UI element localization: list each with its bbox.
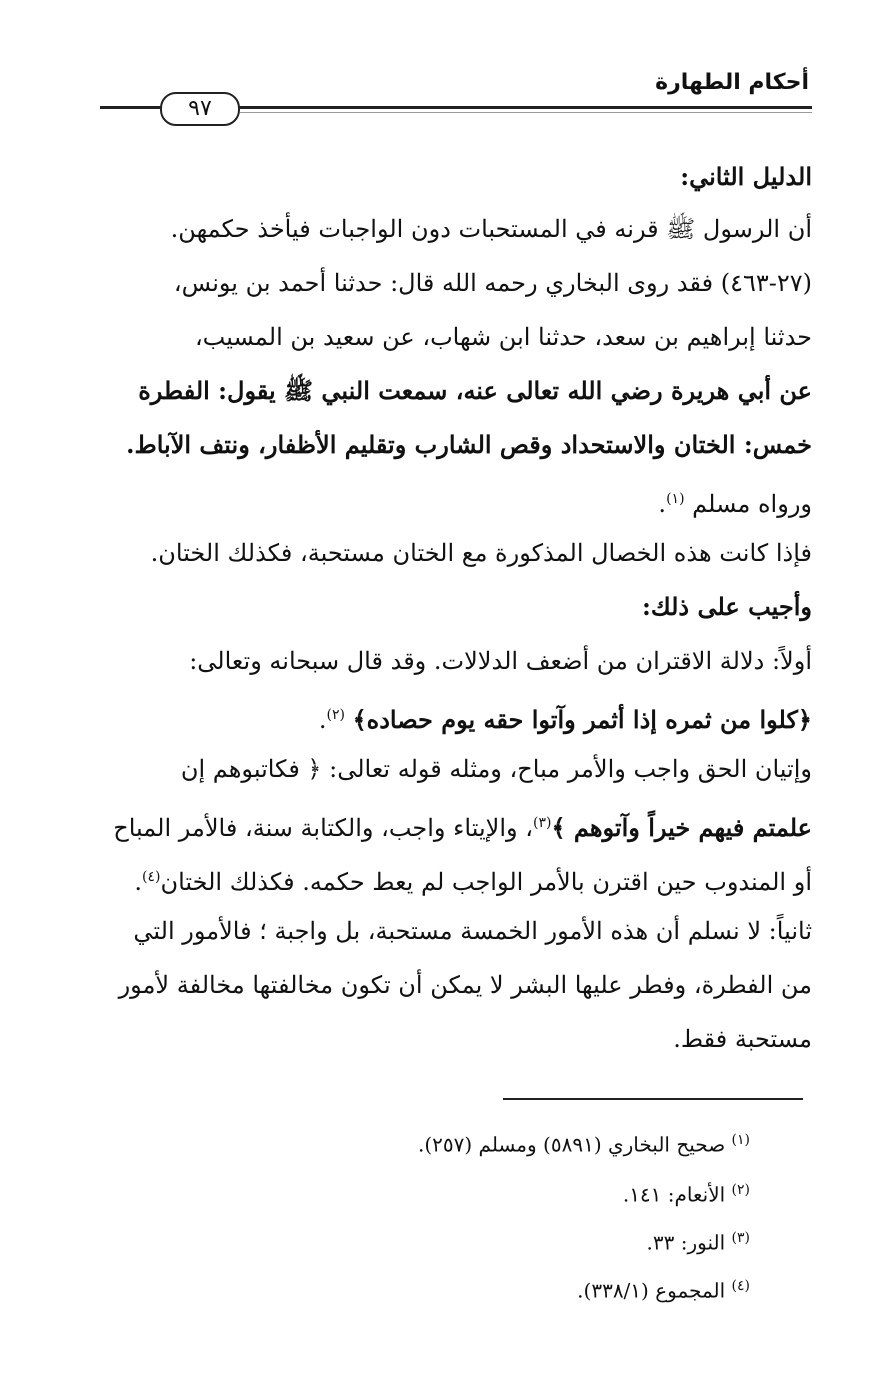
quran-line: ﴿كلوا من ثمره إذا أثمر وآتوا حقه يوم حصاده﴾ $^{(٢)}$. <box>318 705 812 734</box>
footnote-number: (٤) <box>731 1278 750 1294</box>
footnote-ref: (٤) <box>141 869 161 885</box>
footnote-ref: (٢) <box>326 707 345 723</box>
footnote <box>100 1176 750 1209</box>
footnote-ref: (١) <box>666 491 685 507</box>
paragraph-line: من الفطرة، وفطر عليها البشر لا يمكن أن تكون مخالفتها مخالفة لأمور <box>118 971 812 999</box>
footnote-text: صحيح البخاري (٥٨٩١) ومسلم (٢٥٧). <box>417 1132 726 1157</box>
paragraph-line: ثانياً: لا نسلم أن هذه الأمور الخمسة مستحبة، بل واجبة ؛ فالأمور التي <box>133 917 812 945</box>
footnote-text: الأنعام: ١٤١. <box>622 1182 726 1207</box>
paragraph-text: أو المندوب حين اقترن بالأمر الواجب لم يعط حكمه. فكذلك الختان <box>160 868 812 896</box>
paragraph-line: أولاً: دلالة الاقتران من أضعف الدلالات. وقد قال سبحانه وتعالى: <box>189 647 812 675</box>
footnote-number: (٣) <box>731 1230 750 1246</box>
paragraph-line: أن الرسول ﷺ قرنه في المستحبات دون الواجبات فيأخذ حكمهن. <box>170 215 812 243</box>
footnote-text: النور: ٣٣. <box>646 1230 726 1255</box>
paragraph-line: وإتيان الحق واجب والأمر مباح، ومثله قوله تعالى: ﴿ فكاتبوهم إن <box>180 755 812 783</box>
paragraph-line: (٢٧-٤٦٣) فقد روى البخاري رحمه الله قال: حدثنا أحمد بن يونس، <box>173 269 812 297</box>
paragraph-line: مستحبة فقط. <box>673 1025 812 1053</box>
paragraph-line: حدثنا إبراهيم بن سعد، حدثنا ابن شهاب، عن سعيد بن المسيب، <box>194 323 812 351</box>
paragraph-line: أو المندوب حين اقترن بالأمر الواجب لم يعط حكمه. فكذلك الختان$^{(٤)}$. <box>134 868 812 896</box>
section-heading: الدليل الثاني: <box>680 162 812 191</box>
paragraph-line: ورواه مسلم $^{(١)}$. <box>658 490 812 518</box>
paragraph-text: ، والإيتاء واجب، والكتابة سنة، فالأمر المباح <box>113 814 533 842</box>
hadith-line: خمس: الختان والاستحداد وقص الشارب وتقليم الأظفار، ونتف الآباط. <box>126 430 812 459</box>
footnote-number: (١) <box>731 1132 750 1148</box>
footnote <box>100 1224 750 1257</box>
footnote <box>100 1272 750 1305</box>
quran-verse: علمتم فيهم خيراً وآتوهم ﴾ <box>551 813 812 842</box>
paragraph-line <box>100 806 812 845</box>
footnote-text: المجموع (٣٣٨/١). <box>577 1278 726 1303</box>
footnote <box>100 1126 750 1159</box>
running-title: أحكام الطهارة <box>655 70 809 95</box>
paragraph-line: فإذا كانت هذه الخصال المذكورة مع الختان مستحبة، فكذلك الختان. <box>150 539 812 567</box>
section-heading: وأجيب على ذلك: <box>642 592 812 621</box>
page-number: ٩٧ <box>160 92 240 126</box>
footnote-number: (٢) <box>731 1182 750 1198</box>
quran-verse: ﴿كلوا من ثمره إذا أثمر وآتوا حقه يوم حصاده﴾ <box>352 705 812 734</box>
hadith-line: عن أبي هريرة رضي الله تعالى عنه، سمعت النبي ﷺ يقول: الفطرة <box>138 376 812 405</box>
footnote-ref: (٣) <box>532 815 552 831</box>
header-rule-thin <box>240 112 812 113</box>
footnote-rule <box>503 1098 803 1100</box>
narration-text: ورواه مسلم <box>692 490 812 518</box>
